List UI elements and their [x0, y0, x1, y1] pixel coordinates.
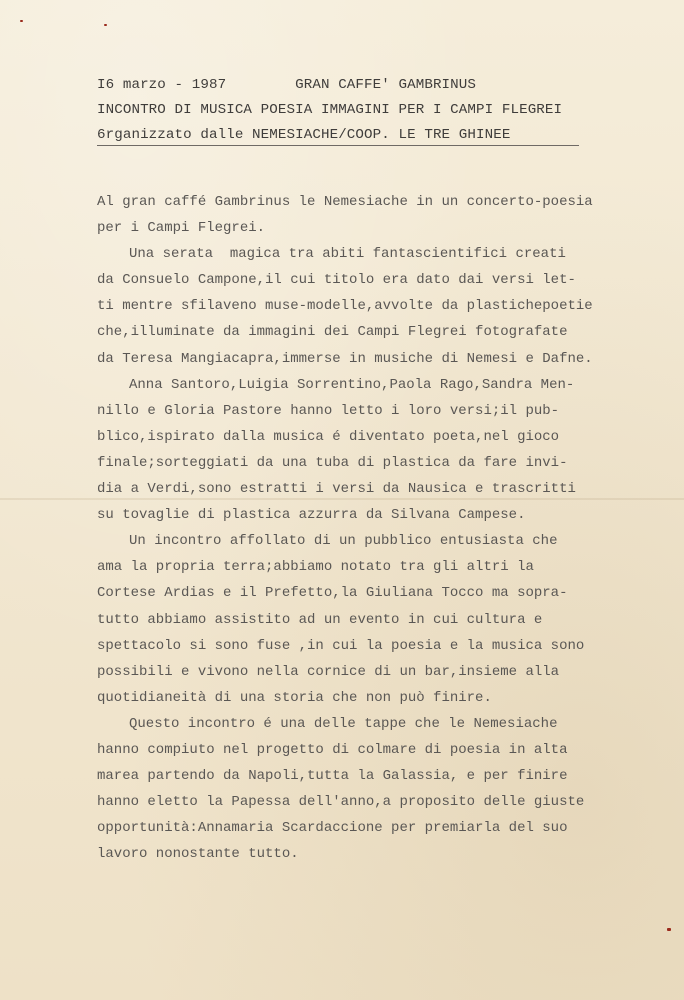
ink-speck [20, 20, 23, 22]
text-line: Una serata magica tra abiti fantascientifici creati [129, 246, 566, 263]
text-line: nillo e Gloria Pastore hanno letto i loro versi;il pub- [97, 402, 560, 419]
text-line: da Consuelo Campone,il cui titolo era dato dai versi let- [97, 272, 576, 289]
text-line: hanno eletto la Papessa dell'anno,a proposito delle giuste [97, 794, 585, 811]
text-line: opportunità:Annamaria Scardaccione per premiarla del suo [97, 820, 568, 837]
article-body [97, 189, 607, 867]
text-line: ti mentre sfilaveno muse-modelle,avvolte da plastichepoetie [97, 298, 593, 315]
text-line: ama la propria terra;abbiamo notato tra gli altri la [97, 559, 534, 576]
paragraph-4 [97, 528, 607, 711]
text-line: marea partendo da Napoli,tutta la Galassia, e per finire [97, 768, 568, 785]
text-line: che,illuminate da immagini dei Campi Flegrei fotografate [97, 324, 568, 341]
ink-speck [104, 24, 107, 26]
text-line: Questo incontro é una delle tappe che le Nemesiache [129, 715, 558, 732]
paragraph-5 [97, 711, 607, 868]
text-line: tutto abbiamo assistito ad un evento in cui cultura e [97, 611, 543, 628]
document-header [97, 73, 583, 148]
paragraph-2 [97, 241, 607, 371]
text-line: Cortese Ardias e il Prefetto,la Giuliana Tocco ma sopra- [97, 585, 568, 602]
text-line: lavoro nonostante tutto. [97, 846, 299, 863]
text-line: da Teresa Mangiacapra,immerse in musiche di Nemesi e Dafne. [97, 350, 593, 367]
date-venue-line: I6 marzo - 1987 GRAN CAFFE' GAMBRINUS [97, 77, 477, 93]
text-line: spettacolo si sono fuse ,in cui la poesia e la musica sono [97, 637, 585, 654]
text-line: finale;sorteggiati da una tuba di plastica da fare invi- [97, 454, 568, 471]
text-line: dia a Verdi,sono estratti i versi da Nausica e trascritti [97, 481, 576, 498]
text-line: Al gran caffé Gambrinus le Nemesiache in un concerto-poesia [97, 194, 593, 210]
text-line: su tovaglie di plastica azzurra da Silvana Campese. [97, 507, 526, 524]
text-line: Anna Santoro,Luigia Sorrentino,Paola Rago,Sandra Men- [129, 376, 575, 393]
event-title-line: INCONTRO DI MUSICA POESIA IMMAGINI PER I CAMPI FLEGREI [97, 102, 563, 118]
text-line: blico,ispirato dalla musica é diventato poeta,nel gioco [97, 428, 560, 445]
organizer-line: 6rganizzato dalle NEMESIACHE/COOP. LE TRE GHINEE [97, 127, 511, 143]
header-underline [97, 145, 579, 146]
paragraph-1 [97, 189, 607, 241]
text-line: Un incontro affollato di un pubblico entusiasta che [129, 533, 558, 550]
text-line: per i Campi Flegrei. [97, 220, 266, 237]
text-line: possibili e vivono nella cornice di un bar,insieme alla [97, 663, 560, 680]
text-line: hanno compiuto nel progetto di colmare di poesia in alta [97, 741, 568, 758]
text-line: quotidianeità di una storia che non può finire. [97, 689, 492, 706]
paragraph-3 [97, 372, 607, 529]
ink-speck [667, 928, 671, 931]
